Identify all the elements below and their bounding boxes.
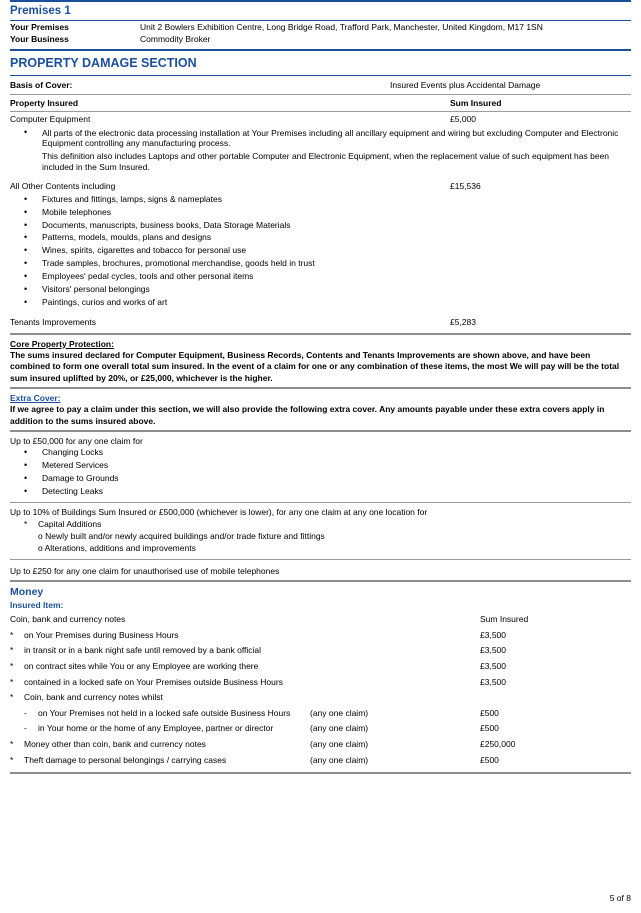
money-divider-bottom xyxy=(10,772,631,774)
other-contents-bullets xyxy=(10,193,631,309)
table-row xyxy=(10,643,631,659)
computer-equipment-label: Computer Equipment xyxy=(10,114,91,124)
list-item: • Patterns, models, moulds, plans and designs xyxy=(10,231,631,244)
money-row-amount: £500 xyxy=(480,754,499,765)
table-row xyxy=(10,705,631,721)
money-row-amount: £3,500 xyxy=(480,629,506,640)
list-item: • Detecting Leaks xyxy=(10,485,631,498)
computer-equipment-note: This definition also includes Laptops and other portable Computer and Electronic Equipment, when the replacement value of such equipment has been included in the Sum Insured. xyxy=(42,150,610,172)
other-contents-row xyxy=(10,179,631,193)
extra-cover-group3-intro: Up to £250 for any one claim for unauthorised use of mobile telephones xyxy=(10,565,280,576)
core-property-protection-text: The sums insured declared for Computer Equipment, Business Records, Contents and Tenants Improvements are shown above, and have been combined to form one overall total sum insured. In the event of a claim for one or any combination of these items, the most We will pay will be the total sum insured uplifted by 20%, or £25,000, whichever is the higher. xyxy=(10,349,620,383)
bullet-asterisk: * xyxy=(10,754,14,765)
money-insured-item-label: Insured Item: xyxy=(10,599,64,610)
page-number: 5 of 8 xyxy=(609,893,631,903)
basis-of-cover-row xyxy=(10,76,631,94)
bullet-asterisk: * xyxy=(10,692,14,703)
list-item: • Fixtures and fittings, lamps, signs & nameplates xyxy=(10,193,631,206)
list-item: • Wines, spirits, cigarettes and tobacco for personal use xyxy=(10,244,631,257)
money-row-mid: (any one claim) xyxy=(310,723,369,734)
money-row-amount: £3,500 xyxy=(480,660,506,671)
bullet-asterisk: * xyxy=(10,660,14,671)
table-row xyxy=(10,674,631,690)
premises-business-row xyxy=(10,33,631,45)
capital-additions-subitem-2: o Alterations, additions and improvements xyxy=(10,541,631,553)
bullet-dash: - xyxy=(24,723,27,734)
money-row-amount: £3,500 xyxy=(480,645,506,656)
extra-cover-group1-bullets xyxy=(10,446,631,498)
premises-business-value: Commodity Broker xyxy=(140,34,211,44)
table-row xyxy=(10,658,631,674)
table-row xyxy=(10,737,631,753)
capital-additions-label: Capital Additions xyxy=(38,518,102,529)
extra-cover-text: If we agree to pay a claim under this section, we will also provide the following extra cover. Any amounts payable under these extra covers apply in addition to the sums insured above. xyxy=(10,404,605,426)
capital-additions-item xyxy=(10,517,631,529)
page-content xyxy=(10,0,631,774)
list-item: • Visitors' personal belongings xyxy=(10,283,631,296)
table-row xyxy=(10,690,631,706)
core-property-protection-heading: Core Property Protection: xyxy=(10,338,114,349)
money-sum-header: Sum Insured xyxy=(480,614,529,625)
money-row-desc: contained in a locked safe on Your Premises outside Business Hours xyxy=(24,676,283,687)
bullet-asterisk: * xyxy=(10,676,14,687)
premises-title: Premises 1 xyxy=(10,5,71,17)
list-item: • Damage to Grounds xyxy=(10,472,631,485)
premises-business-label: Your Business xyxy=(10,34,69,44)
list-item: • Changing Locks xyxy=(10,446,631,459)
bullet-asterisk: * xyxy=(24,518,28,529)
list-item: • All parts of the electronic data processing installation at Your Premises including all ancillary equipment and wiring but excluding Computer and Electronic Equipment controlling any manufacturing process. xyxy=(10,126,631,151)
money-row-mid xyxy=(310,661,480,672)
money-row-amount: £500 xyxy=(480,707,499,718)
money-row-desc: in transit or in a bank night safe until removed by a bank official xyxy=(24,645,262,656)
list-item: • Metered Services xyxy=(10,459,631,472)
money-item-header: Coin, bank and currency notes xyxy=(10,614,126,625)
table-row xyxy=(10,752,631,768)
money-row-mid xyxy=(310,645,480,656)
money-section-title: Money xyxy=(10,585,44,598)
bullet-asterisk: * xyxy=(10,645,14,656)
premises-address-value: Unit 2 Bowlers Exhibition Centre, Long Bridge Road, Trafford Park, Manchester, United Kingdom, M17 1SN xyxy=(140,22,543,32)
table-row xyxy=(10,627,631,643)
premises-address-row xyxy=(10,21,631,33)
capital-additions-subitem-1: o Newly built and/or newly acquired buildings and/or trade fixture and fittings xyxy=(10,529,631,541)
tenants-improvements-row xyxy=(10,315,631,329)
money-row-mid: (any one claim) xyxy=(310,739,369,750)
basis-of-cover-label: Basis of Cover: xyxy=(10,80,73,90)
money-row-desc: in Your home or the home of any Employee, partner or director xyxy=(38,723,274,734)
money-table-header xyxy=(10,612,631,628)
money-row-amount: £3,500 xyxy=(480,676,506,687)
list-item: • Employees' pedal cycles, tools and other personal items xyxy=(10,270,631,283)
table-row xyxy=(10,721,631,737)
property-table-header xyxy=(10,95,631,111)
other-contents-sum: £15,536 xyxy=(450,180,481,191)
basis-of-cover-value: Insured Events plus Accidental Damage xyxy=(390,80,541,90)
extra-cover-heading: Extra Cover: xyxy=(10,393,61,404)
computer-equipment-bullets xyxy=(10,126,631,151)
sum-insured-header: Sum Insured xyxy=(450,98,502,108)
computer-equipment-sum: £5,000 xyxy=(450,114,476,124)
money-row-amount: £250,000 xyxy=(480,739,516,750)
computer-equipment-row xyxy=(10,112,631,126)
tenants-improvements-label: Tenants Improvements xyxy=(10,316,96,327)
money-row-desc: on Your Premises not held in a locked safe outside Business Hours xyxy=(38,707,291,718)
bullet-asterisk: * xyxy=(10,739,14,750)
money-row-amount xyxy=(480,692,631,703)
money-row-mid: (any one claim) xyxy=(310,707,369,718)
list-item: • Documents, manuscripts, business books, Data Storage Materials xyxy=(10,219,631,232)
list-item: • Trade samples, brochures, promotional merchandise, goods held in trust xyxy=(10,257,631,270)
bullet-asterisk: * xyxy=(10,629,14,640)
tenants-improvements-sum: £5,283 xyxy=(450,316,476,327)
money-row-mid xyxy=(310,630,480,641)
money-row-desc: Theft damage to personal belongings / carrying cases xyxy=(24,754,227,765)
money-row-mid xyxy=(310,677,480,688)
other-contents-label: All Other Contents including xyxy=(10,180,116,191)
property-insured-header: Property Insured xyxy=(10,98,79,108)
money-row-desc: Coin, bank and currency notes whilst xyxy=(24,692,163,703)
money-row-mid: (any one claim) xyxy=(310,754,369,765)
extra-cover-group1-intro: Up to £50,000 for any one claim for xyxy=(10,436,143,447)
list-item: • Paintings, curios and works of art xyxy=(10,296,631,309)
money-row-desc: Money other than coin, bank and currency notes xyxy=(24,739,206,750)
money-row-desc: on contract sites while You or any Employee are working there xyxy=(24,660,259,671)
money-row-desc: on Your Premises during Business Hours xyxy=(24,629,179,640)
premises-address-label: Your Premises xyxy=(10,22,69,32)
bullet-dash: - xyxy=(24,707,27,718)
list-item: • Mobile telephones xyxy=(10,206,631,219)
property-damage-section-title: PROPERTY DAMAGE SECTION xyxy=(10,56,197,70)
money-row-amount: £500 xyxy=(480,723,499,734)
extra-cover-group2-intro: Up to 10% of Buildings Sum Insured or £500,000 (whichever is lower), for any one claim at any one location for xyxy=(10,506,428,517)
money-row-mid xyxy=(310,692,480,703)
